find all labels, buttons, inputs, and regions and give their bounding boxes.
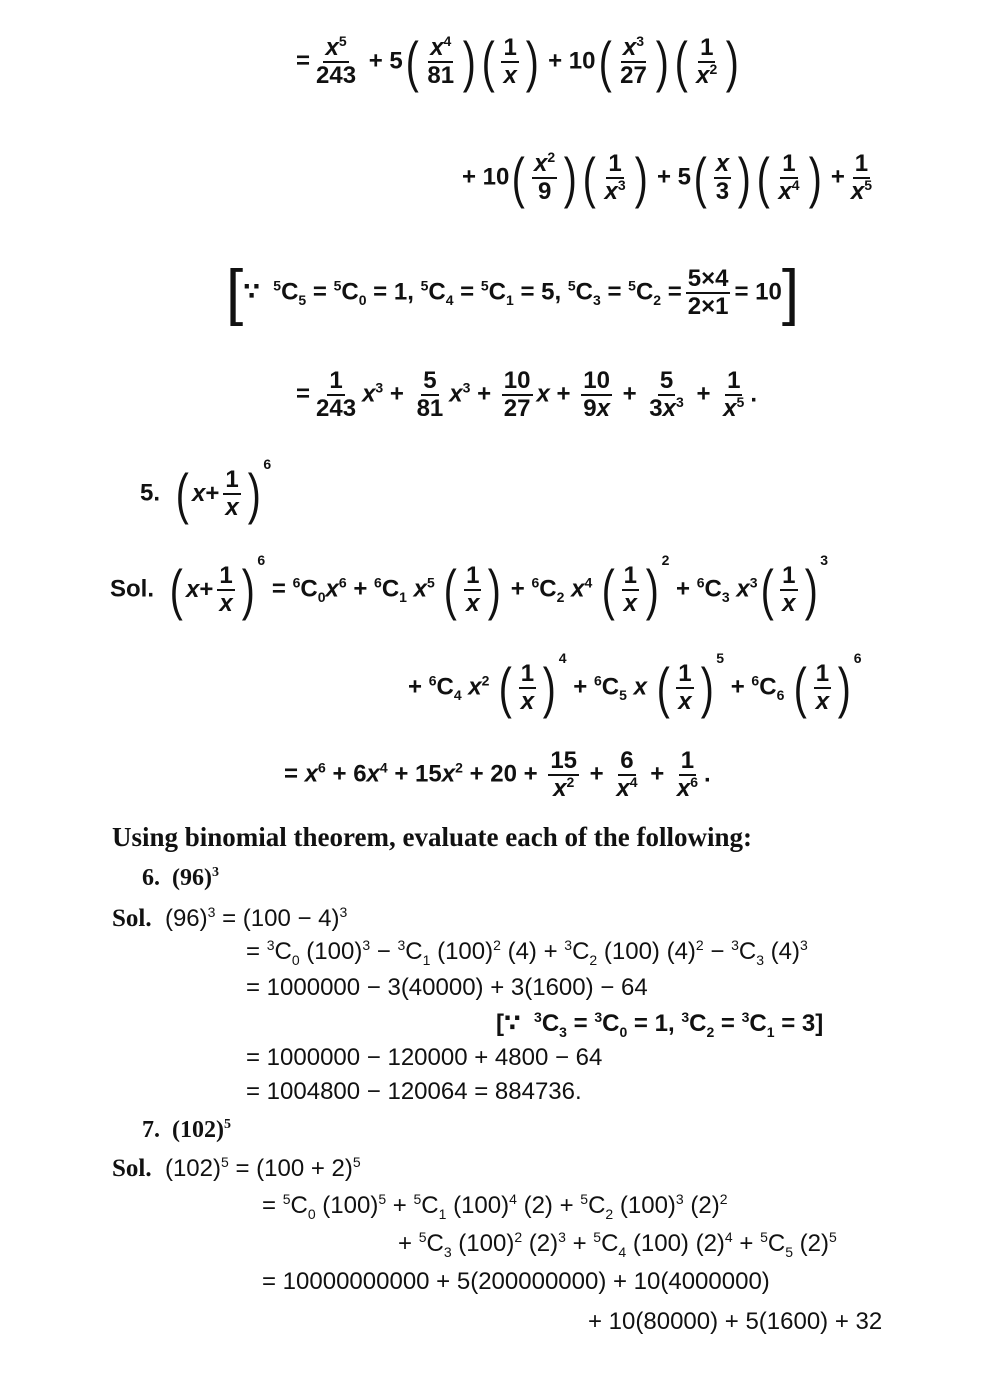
q4-expansion-line-1: = $\frac{x^5}{243}$ + 5 ( $\frac{x^4}{81}$ ) ( $\frac{1}{x}$ ) + 10 ( $\frac{x^3}{27}$ ) ( $\frac{1}{x^2}$ ) — [296, 30, 740, 93]
q6-line-1: Sol. $(96)^3 = (100 - 4)^3$ — [112, 904, 348, 932]
q5-solution-line-1: Sol. ( x + $\frac{1}{x}$ ) $^6 = ^6C_0x^6 + ^6C_1$ $x^5$ ( $\frac{1}{x}$ ) + $^6C_2$ $x^4$ ( $\frac{1}{x}$ ) $^2 + ^6C_3$ $x^3$ ( $\frac{1}{x}$ ) $^3$ — [110, 552, 828, 621]
q4-coefficient-note: [∵ $^5C_5 = ^5C_0 = 1$, $^5C_4 = ^5C_1 = 5$, $^5C_3 = ^5C_2$ = $\frac{5\times 4}{2\times 1}$ = 10] — [226, 258, 800, 327]
q5-solution-line-2: + $^6C_4$ $x^2$ ( $\frac{1}{x}$ ) $^4 + ^6C_5$ x ( $\frac{1}{x}$ ) $^5 + ^6C_6$ ( $\frac{1}{x}$ ) $^6$ — [408, 650, 862, 719]
q6-line-3: = 1000000 − 3(40000) + 3(1600) − 64 — [246, 974, 648, 1001]
q5-result: = $x^6 + 6x^4 + 15x^2 + 20$ + $\frac{15}{x^2}$ + $\frac{6}{x^4}$ + $\frac{1}{x^6}$ . — [284, 747, 711, 803]
q4-expansion-line-2: + 10 ( $\frac{x^2}{9}$ ) ( $\frac{1}{x^3}$ ) + 5 ( $\frac{x}{3}$ ) ( $\frac{1}{x^4}$ ) + $\frac{1}{x^5}$ — [462, 146, 873, 209]
q7-line-3: + $^5C_3$ $(100)^2$ $(2)^3 + ^5C_4$ (100) $(2)^4 + ^5C_5$ $(2)^5$ — [398, 1229, 837, 1260]
q5-question: 5. ( x + $\frac{1}{x}$ ) $^6$ — [140, 456, 272, 525]
q6-line-5: = 1004800 − 120064 = 884736. — [246, 1078, 582, 1105]
section-heading: Using binomial theorem, evaluate each of the following: — [112, 822, 752, 852]
q7-line-1: Sol. $(102)^5 = (100 + 2)^5$ — [112, 1154, 361, 1182]
q6-note: [∵ $^3C_3 = ^3C_0 = 1$, $^3C_2 = ^3C_1 = 3$] — [496, 1009, 824, 1040]
q6-line-2: = $^3C_0$ $(100)^3 - ^3C_1$ $(100)^2$ $(4) + ^3C_2$ (100) $(4)^2 - ^3C_3$ $(4)^3$ — [246, 937, 808, 968]
q6-question: 6. $(96)^3$ — [142, 865, 219, 891]
q7-line-5: + 10(80000) + 5(1600) + 32 — [588, 1308, 883, 1335]
q7-line-4: = 10000000000 + 5(200000000) + 10(4000000) — [262, 1268, 770, 1295]
q7-question: 7. $(102)^5$ — [142, 1117, 231, 1143]
q4-result: = $\frac{1}{243}$ $x^3$ + $\frac{5}{81}$ $x^3$ + $\frac{10}{27}$ x + $\frac{10}{9x}$ + $\frac{5}{3x^3}$ + $\frac{1}{x^5}$ . — [296, 367, 757, 423]
q6-line-4: = 1000000 − 120000 + 4800 − 64 — [246, 1044, 603, 1071]
q7-line-2: = $^5C_0$ $(100)^5 + ^5C_1$ $(100)^4$ $(2) + ^5C_2$ $(100)^3$ $(2)^2$ — [262, 1191, 728, 1222]
